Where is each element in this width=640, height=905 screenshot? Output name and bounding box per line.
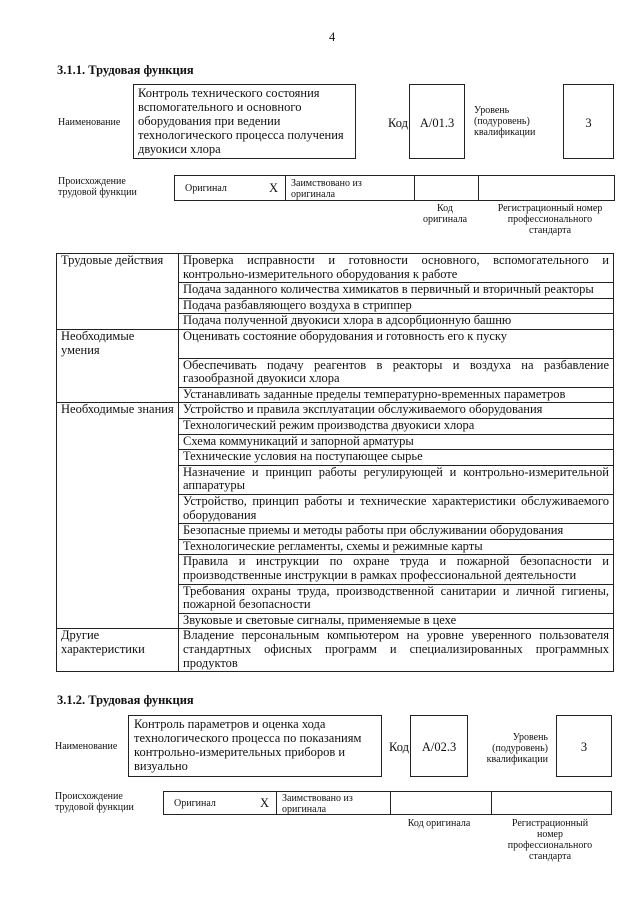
knowledge-item: Технологические регламенты, схемы и режимные карты [179,539,614,555]
category-cell [57,495,179,524]
knowledge-item: Устройство и правила эксплуатации обслуживаемого оборудования [179,403,614,419]
skill-item: Оценивать состояние оборудования и готовность его к пуску [179,329,614,358]
knowledge-item: Требования охраны труда, производственной санитарии и личной гигиены, пожарной безопасности [179,584,614,613]
level-label: Уровень (подуровень) квалификации [474,105,536,138]
knowledge-item: Звуковые и световые сигналы, применяемые в цехе [179,613,614,629]
table-row [57,495,614,524]
table-row [57,329,614,358]
table-row [57,298,614,314]
table-row [57,450,614,466]
category-cell [57,613,179,629]
table-row [57,629,614,672]
knowledge-item: Устройство, принцип работы и технические характеристики обслуживаемого оборудования [179,495,614,524]
skill-item: Устанавливать заданные пределы температурно-временных параметров [179,387,614,403]
category-cell [57,465,179,494]
category-cell [57,450,179,466]
level-value-box-2 [556,715,612,777]
table-row [57,524,614,540]
original-label: Оригинал [185,183,227,194]
category-cell [57,434,179,450]
table-row [57,403,614,419]
original-mark-2: X [260,796,270,810]
table-row [57,555,614,584]
other-label: Другие характеристики [57,629,179,672]
code-value-box [409,84,465,159]
origin-label: Происхождение трудовой функции [58,176,137,198]
knowledge-item: Технологический режим производства двуокиси хлора [179,419,614,435]
labor-function-table [56,253,614,672]
code-value-box-2 [410,715,468,777]
code-value: А/01.3 [419,116,455,130]
table-row [57,283,614,299]
name-value-box-2 [128,715,382,777]
code-label: Код [388,116,408,130]
table-row [57,539,614,555]
category-cell [57,419,179,435]
divider [276,792,277,814]
divider [478,176,479,200]
table-row [57,387,614,403]
action-item: Проверка исправности и готовности основного, вспомогательного и контрольно-измерительного оборудования к работе [179,254,614,283]
knowledge-item: Схема коммуникаций и запорной арматуры [179,434,614,450]
divider [414,176,415,200]
category-cell [57,283,179,299]
other-item: Владение персональным компьютером на уровне уверенного пользователя стандартных офисных программ и специализированных программных продуктов [179,629,614,672]
original-label-2: Оригинал [174,798,216,809]
original-mark: X [269,181,279,195]
knowledge-label: Необходимые знания [57,403,179,419]
table-row [57,419,614,435]
name-value: Контроль технического состояния вспомогательного и основного оборудования при ведении технологического процесса получения двуокиси хлора [138,86,344,156]
action-item: Подача полученной двуокиси хлора в адсорбционную башню [179,314,614,330]
level-value-2: 3 [580,740,588,754]
section-heading-2: 3.1.2. Трудовая функция [57,693,194,707]
name-label: Наименование [58,117,121,128]
knowledge-item: Безопасные приемы и методы работы при обслуживании оборудования [179,524,614,540]
action-item: Подача разбавляющего воздуха в стриппер [179,298,614,314]
level-value: 3 [585,116,592,130]
name-label-2: Наименование [55,741,118,752]
category-cell [57,387,179,403]
name-value-2: Контроль параметров и оценка хода технологического процесса по показаниям контрольно-измерительных приборов и визуально [134,717,362,773]
knowledge-item: Назначение и принцип работы регулирующей и контрольно-измерительной аппаратуры [179,465,614,494]
category-cell [57,555,179,584]
knowledge-item: Правила и инструкции по охране труда и пожарной безопасности и производственные инструкции в рамках профессиональной деятельности [179,555,614,584]
code-label-2: Код [389,740,409,754]
table-row [57,465,614,494]
level-value-box [563,84,614,159]
category-cell [57,539,179,555]
table-row [57,254,614,283]
origin-label-2: Происхождение трудовой функции [55,791,134,813]
borrowed-label-2: Заимствовано из оригинала [282,793,353,815]
category-cell [57,524,179,540]
category-cell [57,584,179,613]
code-original-label: Код оригинала [422,203,468,225]
code-value-2: А/02.3 [421,740,457,754]
code-original-label-2: Код оригинала [407,818,471,829]
divider [285,176,286,200]
table-row [57,613,614,629]
page-number: 4 [329,30,336,44]
actions-label: Трудовые действия [57,254,179,283]
category-cell [57,314,179,330]
origin-row-2 [163,791,612,815]
table-row [57,584,614,613]
table-row [57,434,614,450]
name-value-box [133,84,356,159]
table-row [57,358,614,387]
category-cell [57,298,179,314]
knowledge-item: Технические условия на поступающее сырье [179,450,614,466]
category-cell [57,358,179,387]
section-heading: 3.1.1. Трудовая функция [57,63,194,77]
reg-number-label-2: Регистрационный номер профессионального стандарта [507,818,593,862]
divider [491,792,492,814]
borrowed-label: Заимствовано из оригинала [291,178,362,200]
skill-item: Обеспечивать подачу реагентов в реакторы и воздуха на разбавление газообразной двуокиси хлора [179,358,614,387]
divider [390,792,391,814]
skills-label: Необходимые умения [57,329,179,358]
level-label-2: Уровень (подуровень) квалификации [486,732,548,765]
reg-number-label: Регистрационный номер профессионального стандарта [497,203,603,236]
table-row [57,314,614,330]
action-item: Подача заданного количества химикатов в первичный и вторичный реакторы [179,283,614,299]
origin-row [174,175,615,201]
